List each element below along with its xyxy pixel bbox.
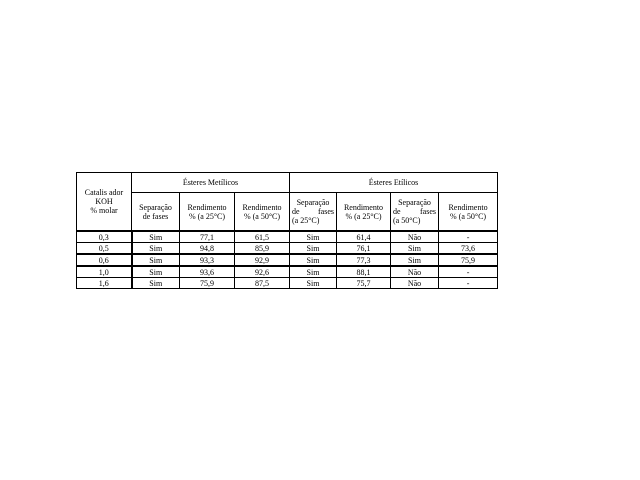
ethyl-phase-separation-25-header (290, 193, 337, 232)
group-header-row (77, 173, 498, 193)
table-cell: 94,8 (180, 243, 235, 255)
table-cell: - (439, 278, 498, 289)
table-cell: 92,6 (235, 266, 290, 278)
table-cell: 61,4 (337, 231, 391, 243)
methyl-yield-50-header (235, 193, 290, 232)
catalyst-results-table (76, 172, 498, 289)
table-cell: 75,9 (180, 278, 235, 289)
catalyst-header (77, 173, 132, 232)
header-line: % (a 50°C) (449, 211, 487, 221)
table-cell: Não (391, 278, 439, 289)
header-line: Separação (296, 198, 330, 207)
table-cell: Sim (290, 254, 337, 266)
catalyst-header-line-3: % molar (90, 206, 118, 215)
koh-value: 0,3 (77, 231, 132, 243)
table-cell: 85,9 (235, 243, 290, 255)
table-row (77, 254, 498, 266)
table-cell: - (439, 266, 498, 278)
header-line: de fases (142, 211, 169, 221)
table-cell: Sim (290, 231, 337, 243)
table-cell: - (439, 231, 498, 243)
table-cell: Sim (132, 254, 180, 266)
table-cell: Não (391, 231, 439, 243)
table-cell: 77,3 (337, 254, 391, 266)
table-cell: Sim (391, 254, 439, 266)
ethyl-phase-separation-50-header (391, 193, 439, 232)
header-line: % (a 25°C) (345, 211, 382, 221)
header-line: (a 50°C) (393, 216, 421, 225)
ethyl-yield-50-header (439, 193, 498, 232)
table-cell: Sim (290, 278, 337, 289)
koh-value: 1,0 (77, 266, 132, 278)
table-cell: Não (391, 266, 439, 278)
header-line: de fases (292, 207, 334, 216)
header-line: Rendimento (448, 202, 488, 212)
table-cell: 77,1 (180, 231, 235, 243)
table-cell: Sim (132, 266, 180, 278)
methyl-yield-25-header (180, 193, 235, 232)
ethyl-yield-25-header (337, 193, 391, 232)
sub-header-row (77, 193, 498, 232)
table-cell: Sim (132, 243, 180, 255)
table-cell: 73,6 (439, 243, 498, 255)
koh-value: 1,6 (77, 278, 132, 289)
header-line: Rendimento (187, 202, 227, 212)
table-cell: Sim (132, 231, 180, 243)
header-line: % (a 25°C) (188, 211, 226, 221)
table-cell: 75,7 (337, 278, 391, 289)
table-cell: 92,9 (235, 254, 290, 266)
header-line: % (a 50°C) (243, 211, 281, 221)
table-row (77, 266, 498, 278)
table-cell: 75,9 (439, 254, 498, 266)
table-cell: Sim (290, 243, 337, 255)
koh-value: 0,5 (77, 243, 132, 255)
header-line: Rendimento (242, 202, 282, 212)
table-cell: 93,6 (180, 266, 235, 278)
table-cell: 87,5 (235, 278, 290, 289)
methyl-esters-header: Ésteres Metílicos (132, 173, 290, 193)
ethyl-esters-header: Ésteres Etílicos (290, 173, 498, 193)
header-line: de fases (393, 207, 436, 216)
table-cell: 61,5 (235, 231, 290, 243)
table-row (77, 243, 498, 255)
table-row (77, 278, 498, 289)
catalyst-header-line-2: KOH (95, 197, 113, 206)
table-cell: Sim (391, 243, 439, 255)
table-row (77, 231, 498, 243)
header-line: (a 25°C) (292, 216, 320, 225)
methyl-phase-separation-header (132, 193, 180, 232)
table-cell: 88,1 (337, 266, 391, 278)
catalyst-header-line-1: Catalis ador (84, 188, 124, 197)
table-cell: Sim (290, 266, 337, 278)
koh-value: 0,6 (77, 254, 132, 266)
table-cell: 76,1 (337, 243, 391, 255)
header-line: Separação (139, 202, 172, 212)
table-cell: 93,3 (180, 254, 235, 266)
table-cell: Sim (132, 278, 180, 289)
header-line: Separação (398, 198, 431, 207)
header-line: Rendimento (343, 202, 384, 212)
